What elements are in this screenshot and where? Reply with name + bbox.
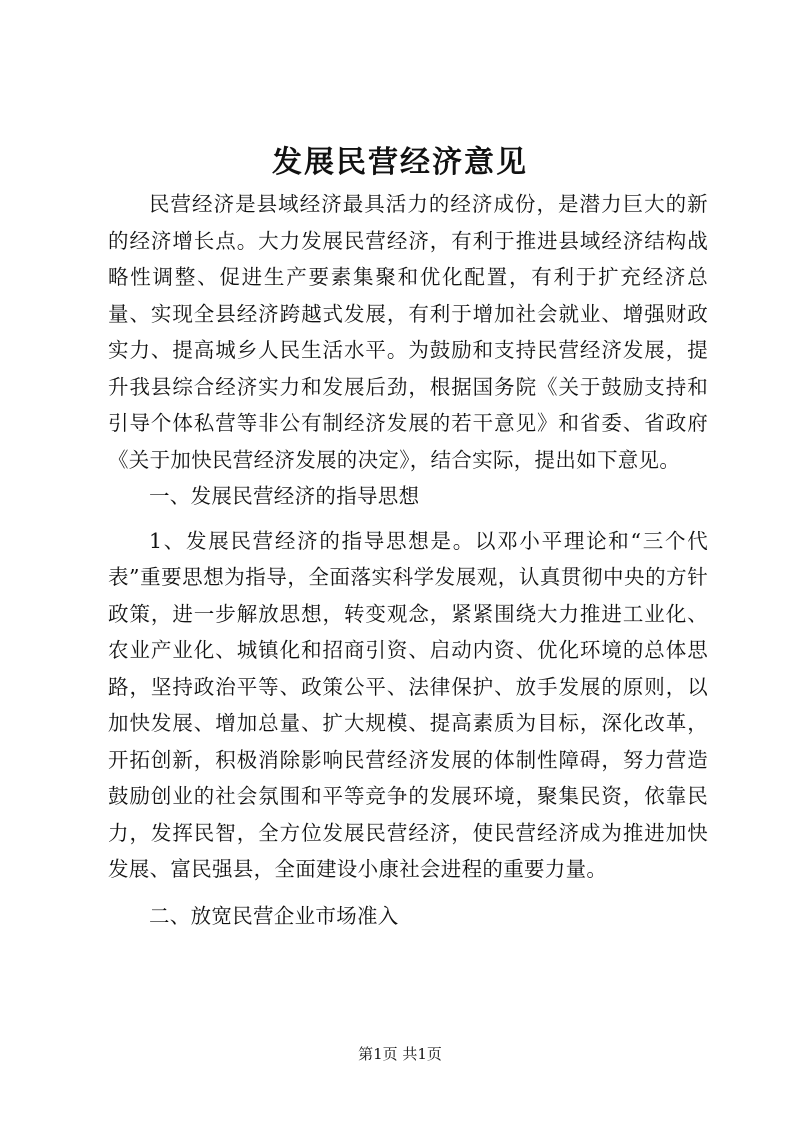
intro-paragraph: 民营经济是县域经济最具活力的经济成份，是潜力巨大的新的经济增长点。大力发展民营经济，有利于推进县域经济结构战略性调整、促进生产要素集聚和优化配置，有利于扩充经济总量、实现全县经济跨越式发展，有利于增加社会就业、增强财政实力、提高城乡人民生活水平。为鼓励和支持民营经济发展，提升我县综合经济实力和发展后劲，根据国务院《关于鼓励支持和引导个体私营等非公有制经济发展的若干意见》和省委、省政府《关于加快民营经济发展的决定》，结合实际，提出如下意见。 (108, 192, 708, 472)
spacer (108, 888, 708, 898)
section-1-heading: 一、发展民营经济的指导思想 (149, 484, 420, 508)
section-1-item-1-paragraph: 1、发展民营经济的指导思想是。以邓小平理论和“三个代表”重要思想为指导，全面落实科学发展观，认真贯彻中央的方针政策，进一步解放思想，转变观念，紧紧围绕大力推进工业化、农业产业化、城镇化和招商引资、启动内资、优化环境的总体思路，坚持政治平等、政策公平、法律保护、放手发展的原则，以加快发展、增加总量、扩大规模、提高素质为目标，深化改革，开拓创新，积极消除影响民营经济发展的体制性障碍，努力营造鼓励创业的社会氛围和平等竞争的发展环境，聚集民资，依靠民力，发挥民智，全方位发展民营经济，使民营经济成为推进加快发展、富民强县，全面建设小康社会进程的重要力量。 (108, 528, 708, 881)
spacer (108, 515, 708, 523)
page-footer: 第1页 共1页 (358, 1045, 442, 1063)
section-2-heading: 二、放宽民营企业市场准入 (149, 903, 399, 928)
document-body (108, 186, 708, 934)
document-title: 发展民营经济意见 (272, 145, 528, 180)
